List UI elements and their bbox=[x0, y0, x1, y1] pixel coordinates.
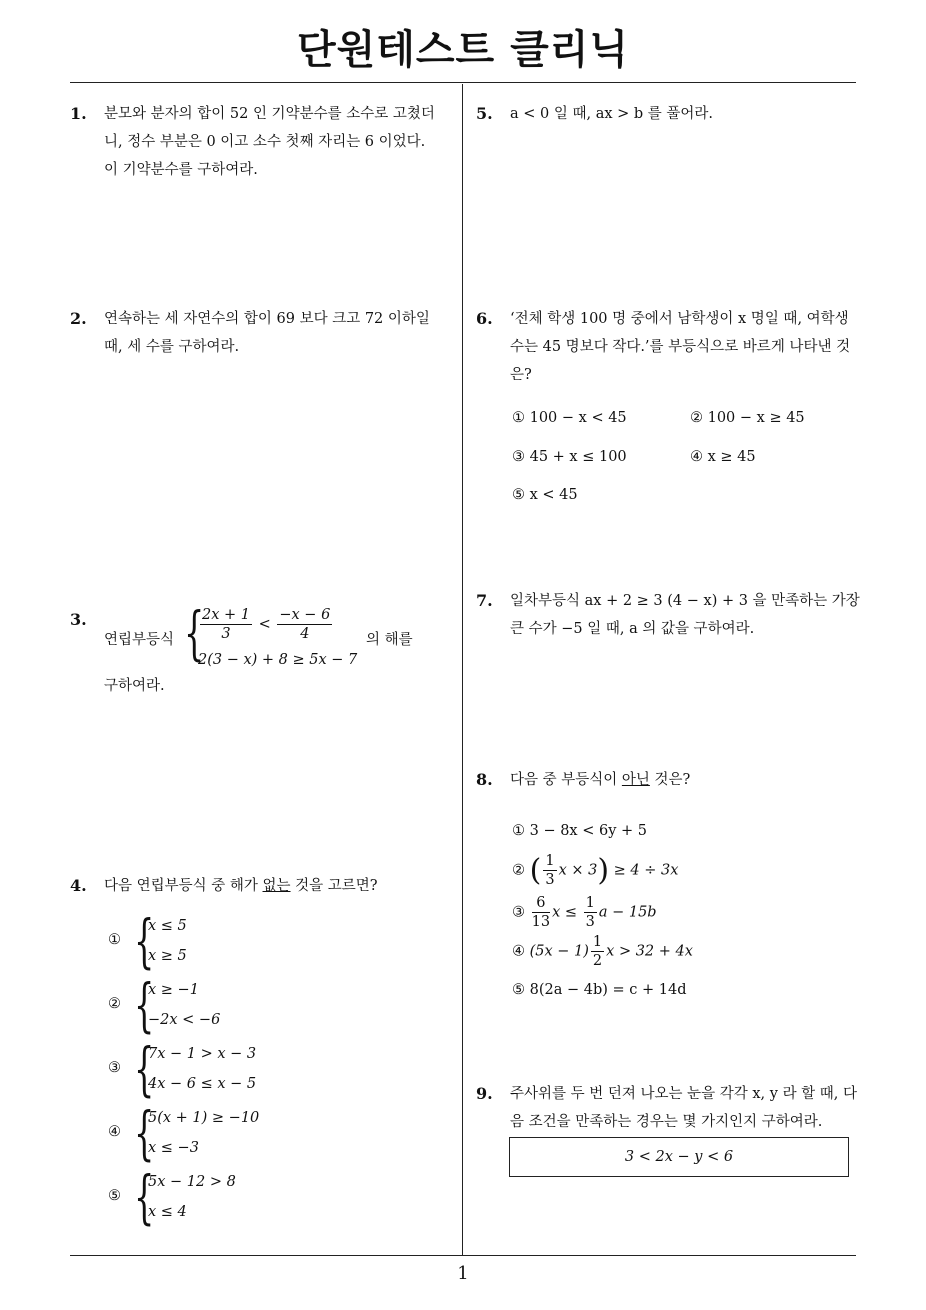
condition-box: 3 < 2x − y < 6 bbox=[509, 1137, 849, 1177]
brace: { bbox=[134, 971, 155, 1039]
fraction-denominator: 4 bbox=[300, 626, 310, 642]
question-text bbox=[510, 766, 690, 794]
brace: { bbox=[134, 1035, 155, 1103]
choice-1[interactable]: ① 3 − 8x < 6y + 5 bbox=[512, 823, 647, 839]
choice-2[interactable]: ② 100 − x ≥ 45 bbox=[690, 410, 805, 426]
question-3 bbox=[70, 600, 450, 710]
choice-3[interactable] bbox=[512, 894, 657, 931]
system-line-2: 4x − 6 ≤ x − 5 bbox=[148, 1076, 257, 1092]
choice-5[interactable]: ⑤ 8(2a − 4b) = c + 14d bbox=[512, 982, 687, 998]
question-text: 분모와 분자의 합이 52 인 기약분수를 소수로 고쳤더니, 정수 부분은 0 이고 소수 첫째 자리는 6 이었다. 이 기약분수를 구하여라. bbox=[104, 106, 435, 178]
brace: { bbox=[184, 599, 205, 667]
relation: < bbox=[258, 616, 271, 633]
brace: { bbox=[134, 907, 155, 975]
question-number: 7. bbox=[476, 591, 493, 610]
choice-4[interactable]: ④ bbox=[108, 1124, 121, 1140]
choice-2[interactable] bbox=[512, 852, 678, 889]
fraction-numerator: 2x + 1 bbox=[202, 607, 250, 623]
text-part: 다음 연립부등식 중 해가 bbox=[104, 878, 263, 894]
paren-left: ( bbox=[529, 853, 542, 888]
system-eq2: 2(3 − x) + 8 ≥ 5x − 7 bbox=[198, 652, 358, 668]
system-prefix: 연립부등식 bbox=[104, 632, 175, 648]
choice-mark: ② bbox=[512, 862, 525, 879]
fraction-numerator: 1 bbox=[545, 853, 555, 869]
system-suffix: 의 해를 bbox=[366, 632, 413, 648]
underlined-word: 아닌 bbox=[621, 772, 650, 788]
fraction-denominator: 13 bbox=[531, 914, 551, 930]
choice-2[interactable]: ② bbox=[108, 996, 121, 1012]
question-number: 8. bbox=[476, 770, 493, 789]
choice-mark: ③ bbox=[512, 904, 525, 921]
expr: (5x − 1) bbox=[529, 943, 589, 960]
top-rule bbox=[70, 82, 856, 83]
fraction-numerator: −x − 6 bbox=[279, 607, 331, 623]
choice-3[interactable]: ③ 45 + x ≤ 100 bbox=[512, 449, 627, 465]
question-text-after: 구하여라. bbox=[104, 678, 165, 694]
question-4 bbox=[70, 872, 450, 1252]
choice-mark: ④ bbox=[512, 943, 525, 960]
system-line-1: x ≥ −1 bbox=[148, 982, 199, 998]
system-line-2: x ≤ −3 bbox=[148, 1140, 199, 1156]
fraction-numerator: 6 bbox=[532, 894, 550, 913]
question-text: ‘전체 학생 100 명 중에서 남학생이 x 명일 때, 여학생 수는 45 명보다 작다.’를 부등식으로 바르게 나타낸 것은? bbox=[510, 311, 851, 383]
fraction-denominator: 3 bbox=[221, 626, 231, 642]
system-eq1 bbox=[198, 606, 334, 643]
text-part: 다음 중 부등식이 bbox=[510, 772, 622, 788]
system-line-2: x ≤ 4 bbox=[148, 1204, 187, 1220]
question-text: 연속하는 세 자연수의 합이 69 보다 크고 72 이하일 때, 세 수를 구하여라. bbox=[104, 311, 430, 355]
question-number: 2. bbox=[70, 309, 87, 328]
fraction-denominator: 3 bbox=[585, 914, 595, 930]
system-line-1: 5(x + 1) ≥ −10 bbox=[148, 1110, 260, 1126]
text-part: 것은? bbox=[649, 772, 691, 788]
fraction-numerator: 1 bbox=[585, 895, 595, 911]
question-number: 4. bbox=[70, 876, 87, 895]
question-number: 3. bbox=[70, 610, 87, 629]
column-divider bbox=[462, 84, 463, 1256]
question-number: 1. bbox=[70, 104, 87, 123]
question-text: 주사위를 두 번 던져 나오는 눈을 각각 x, y 라 할 때, 다음 조건을 만족하는 경우는 몇 가지인지 구하여라. bbox=[510, 1086, 858, 1130]
question-number: 9. bbox=[476, 1084, 493, 1103]
system-line-1: x ≤ 5 bbox=[148, 918, 187, 934]
underlined-word: 없는 bbox=[262, 878, 291, 894]
choice-4[interactable]: ④ x ≥ 45 bbox=[690, 449, 756, 465]
choice-5[interactable]: ⑤ x < 45 bbox=[512, 487, 578, 503]
choice-1[interactable]: ① bbox=[108, 932, 121, 948]
system-line-2: x ≥ 5 bbox=[148, 948, 187, 964]
question-number: 5. bbox=[476, 104, 493, 123]
brace: { bbox=[134, 1163, 155, 1231]
question-text: a < 0 일 때, ax > b 를 풀어라. bbox=[510, 106, 714, 122]
system-line-2: −2x < −6 bbox=[148, 1012, 221, 1028]
page-number: 1 bbox=[457, 1263, 469, 1284]
fraction-denominator: 2 bbox=[592, 953, 603, 969]
bottom-rule bbox=[70, 1255, 856, 1256]
question-number: 6. bbox=[476, 309, 493, 328]
question-text bbox=[104, 872, 378, 900]
expr: x ≤ bbox=[552, 904, 577, 921]
system-line-1: 5x − 12 > 8 bbox=[148, 1174, 236, 1190]
page-title: 단원테스트 클리닉 bbox=[296, 27, 630, 73]
brace: { bbox=[134, 1099, 155, 1167]
question-text: 일차부등식 ax + 2 ≥ 3 (4 − x) + 3 을 만족하는 가장 큰 수가 −5 일 때, a 의 값을 구하여라. bbox=[510, 593, 860, 637]
text-part: 것을 고르면? bbox=[290, 878, 378, 894]
choice-4[interactable] bbox=[512, 933, 693, 970]
choice-3[interactable]: ③ bbox=[108, 1060, 121, 1076]
choice-1[interactable]: ① 100 − x < 45 bbox=[512, 410, 627, 426]
fraction-denominator: 3 bbox=[545, 872, 555, 888]
paren-right: ) bbox=[597, 853, 610, 888]
expr: ≥ 4 ÷ 3x bbox=[613, 862, 679, 879]
system-line-1: 7x − 1 > x − 3 bbox=[148, 1046, 257, 1062]
expr: a − 15b bbox=[598, 904, 657, 921]
fraction-numerator: 1 bbox=[592, 934, 603, 950]
expr: x > 32 + 4x bbox=[606, 943, 693, 960]
choice-5[interactable]: ⑤ bbox=[108, 1188, 121, 1204]
expr: x × 3 bbox=[558, 862, 598, 879]
